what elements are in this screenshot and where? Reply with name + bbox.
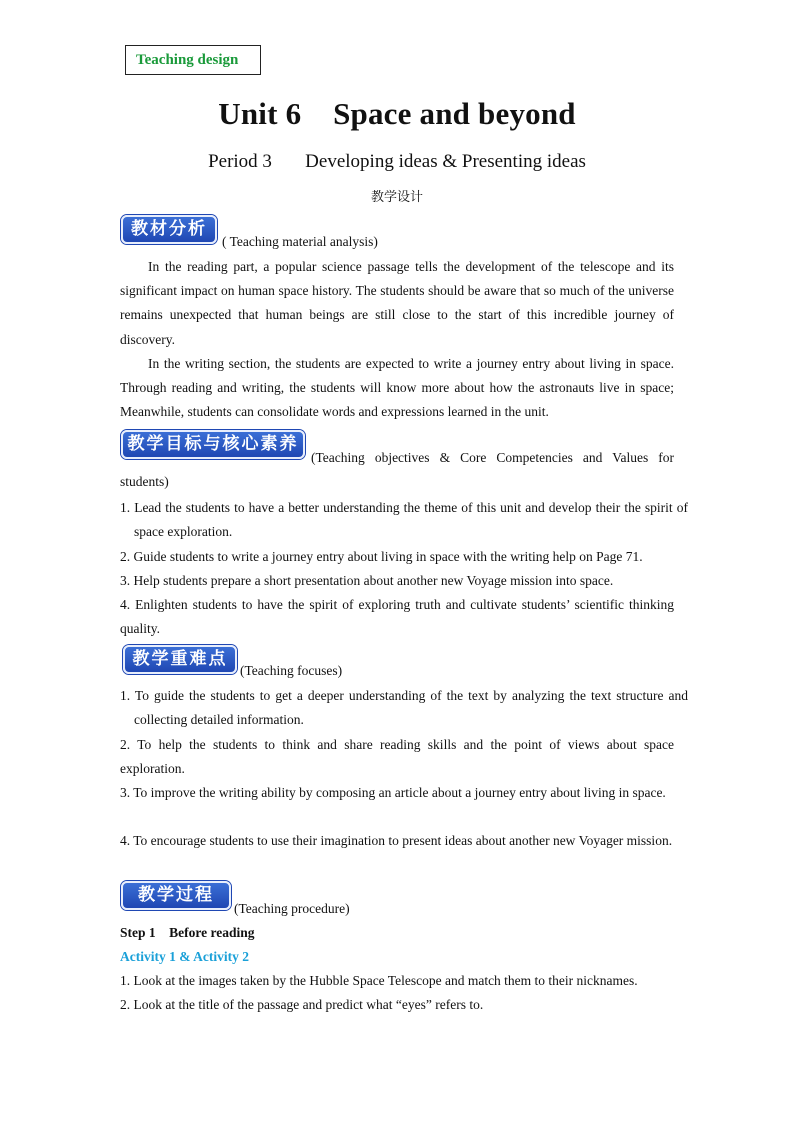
objective-item: 4. Enlighten students to have the spirit of exploring truth and cultivate students’ scientific thinking quality. (120, 597, 674, 637)
objective-item: 3. Help students prepare a short presentation about another new Voyage mission into space. (120, 573, 614, 588)
teaching-design-label: Teaching design (136, 52, 239, 68)
section-caption-procedure: (Teaching procedure) (234, 901, 350, 916)
section-caption-focuses: (Teaching focuses) (240, 663, 343, 678)
procedure-item: 2. Look at the title of the passage and predict what “eyes” refers to. (120, 997, 484, 1012)
section-caption-objectives-cont: students) (120, 474, 169, 489)
section-caption-analysis: ( Teaching material analysis) (222, 234, 378, 249)
period-subtitle: Period 3 Developing ideas & Presenting ideas (208, 151, 586, 172)
focus-item: 2. To help the students to think and share reading skills and the point of views about space exploration. (120, 737, 674, 777)
activity-heading: Activity 1 & Activity 2 (120, 949, 249, 964)
step-heading: Step 1 Before reading (120, 925, 255, 940)
objective-item: 1. Lead the students to have a better understanding the theme of this unit and develop their the spirit of space exploration. (120, 500, 688, 540)
section-caption-objectives: (Teaching objectives & Core Competencies and Values for (311, 450, 674, 465)
section-badge-objectives: 教学目标与核心素养 (121, 430, 305, 459)
unit-title: Unit 6 Space and beyond (218, 96, 576, 131)
focus-item: 1. To guide the students to get a deeper understanding of the text by analyzing the text structure and collecting detailed information. (120, 688, 688, 728)
section-badge-focuses: 教学重难点 (123, 645, 237, 674)
teaching-design-tag (125, 45, 261, 75)
procedure-item: 1. Look at the images taken by the Hubble Space Telescope and match them to their nicknames. (120, 973, 638, 988)
focus-item: 3. To improve the writing ability by composing an article about a journey entry about living in space. (120, 785, 666, 800)
section-badge-procedure: 教学过程 (121, 881, 231, 910)
section-badge-analysis: 教材分析 (121, 215, 217, 244)
teaching-design-subtitle: 教学设计 (370, 190, 423, 205)
objective-item: 2. Guide students to write a journey entry about living in space with the writing help on Page 71. (120, 549, 643, 564)
analysis-paragraph: In the writing section, the students are expected to write a journey entry about living in space. Through reading and writing, the students will know more about how the astronauts live in space; Meanwhile, students can consolidate words and expressions learned in the unit. (120, 356, 674, 420)
focus-item: 4. To encourage students to use their imagination to present ideas about another new Voyager mission. (120, 833, 673, 848)
analysis-paragraph: In the reading part, a popular science passage tells the development of the telescope and its significant impact on human space history. The students should be aware that so much of the universe remains unexpected that human beings are still close to the start of this incredible journey of discovery. (120, 259, 674, 347)
